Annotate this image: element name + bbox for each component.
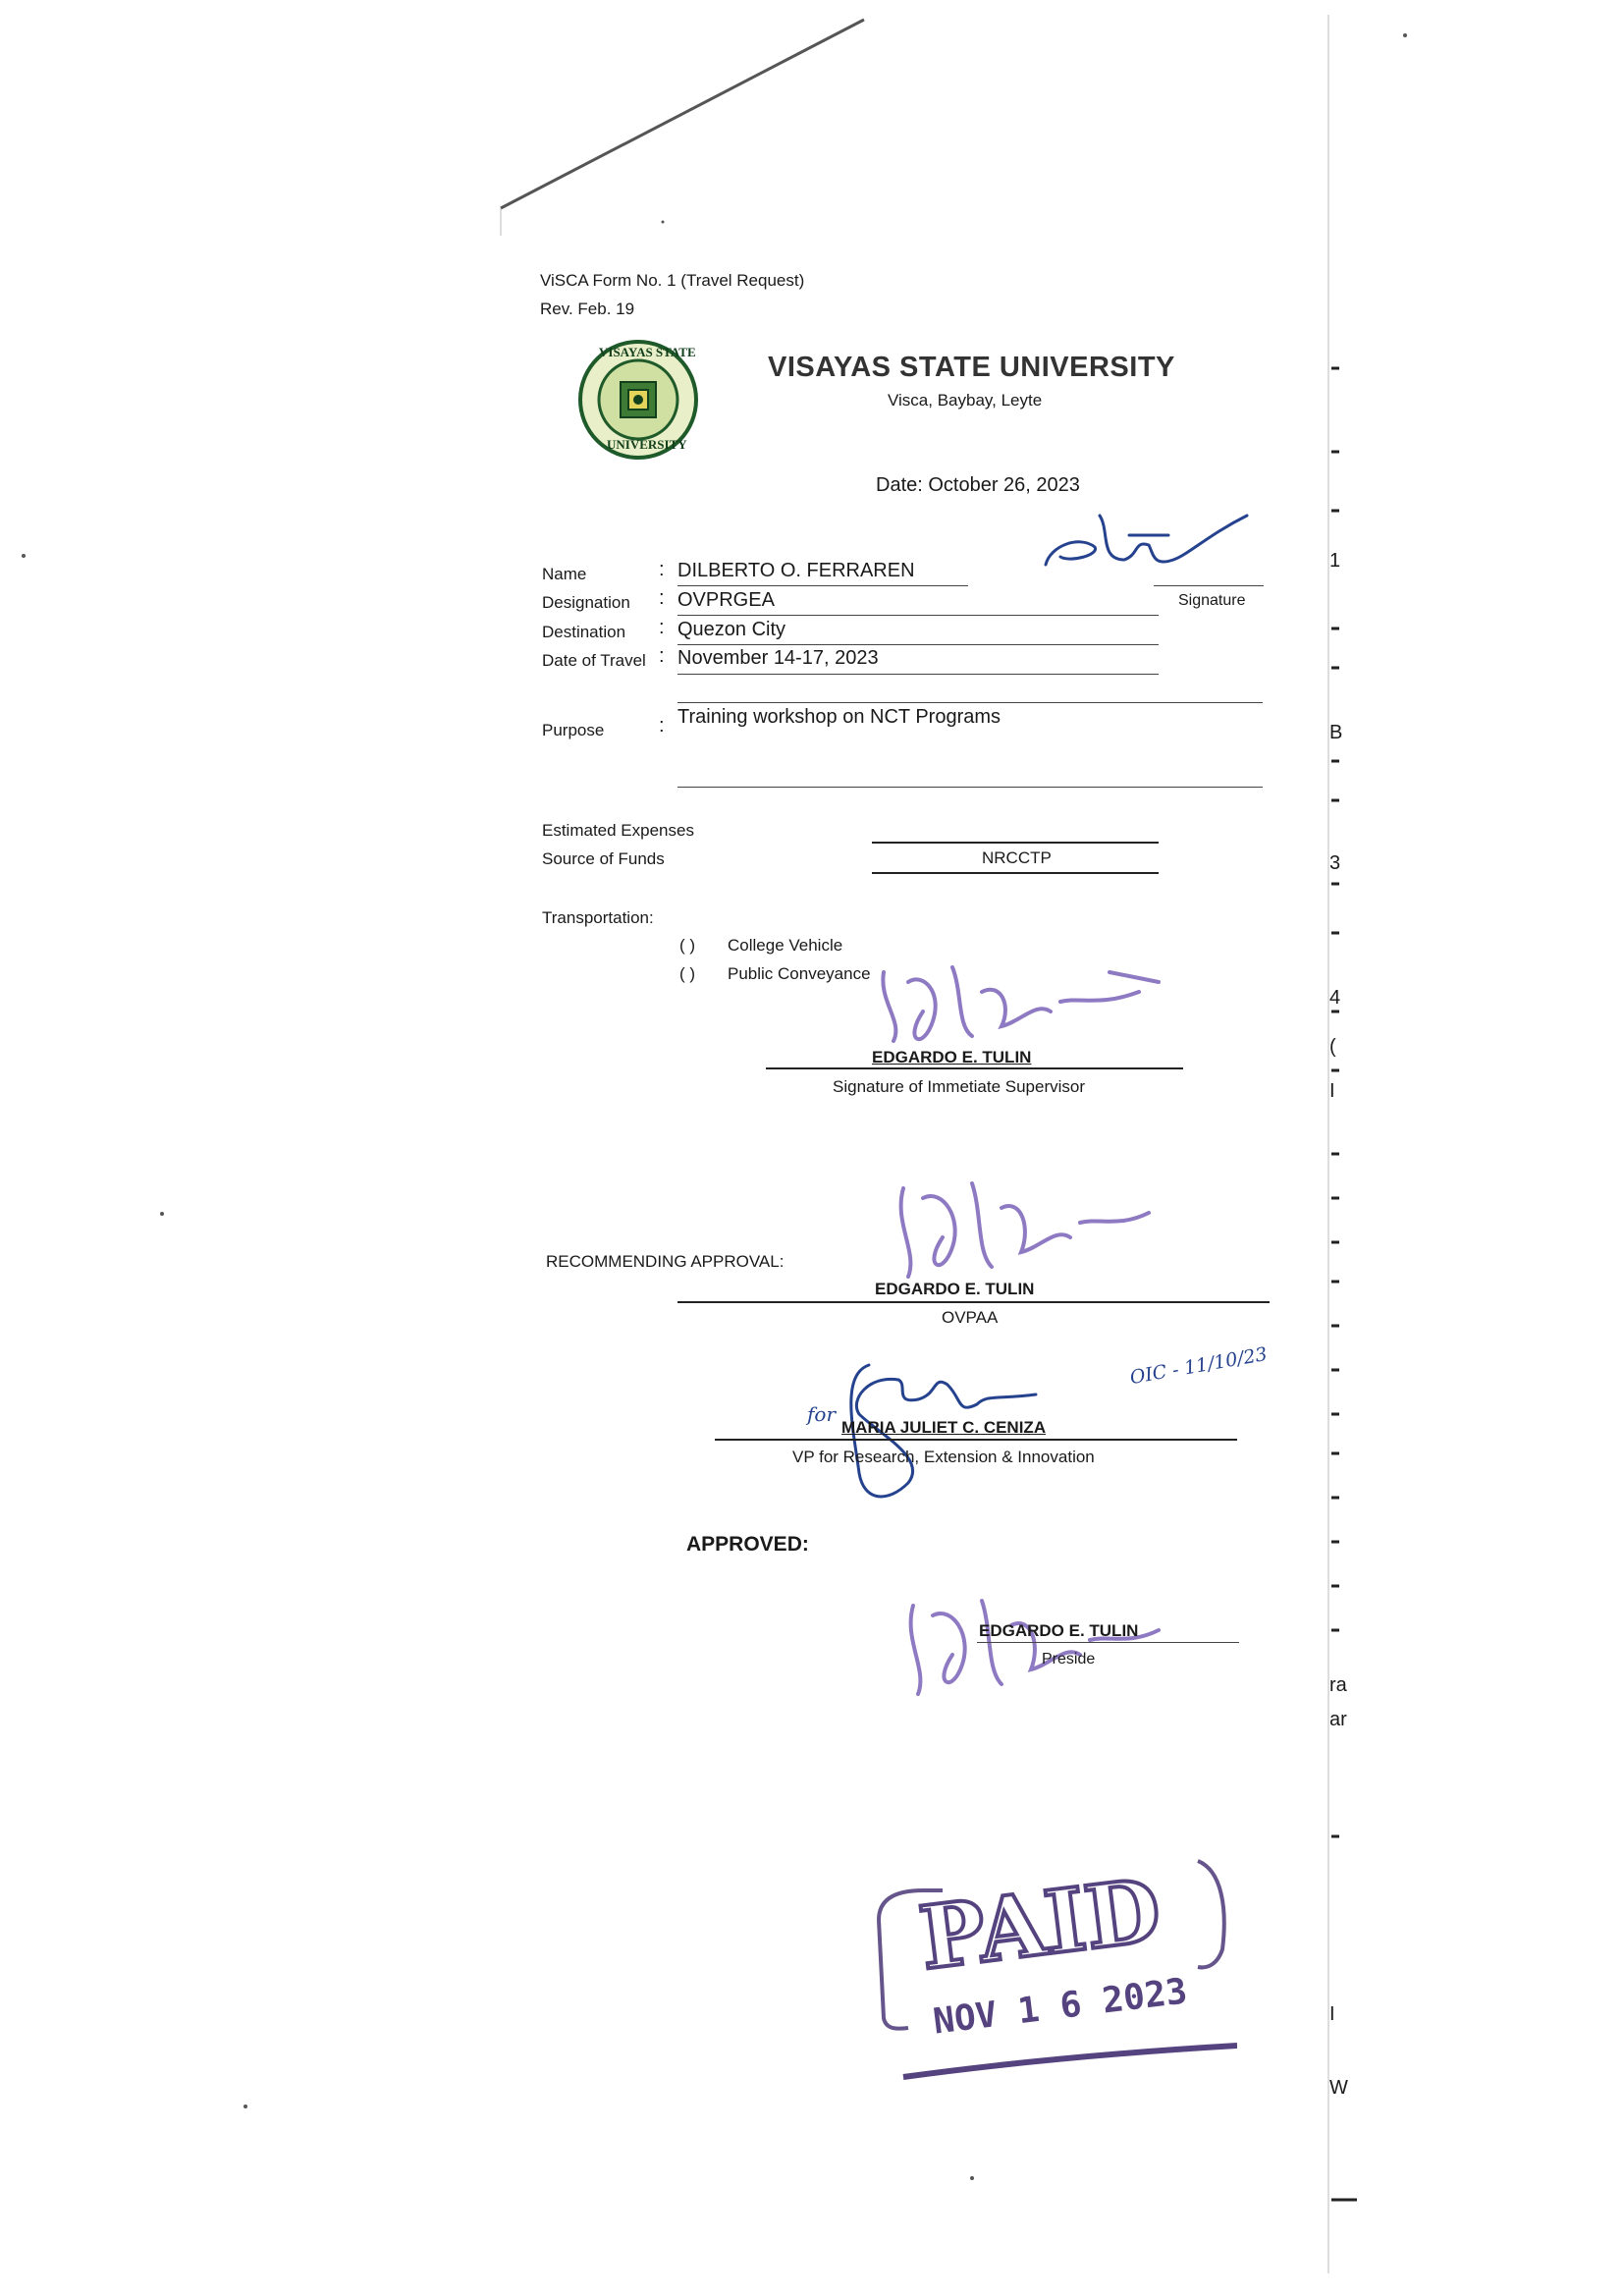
transport-option-label: Public Conveyance <box>728 964 871 983</box>
travel-date-value: November 14-17, 2023 <box>677 647 879 669</box>
edge-mark: B <box>1329 722 1343 743</box>
purpose-value: Training workshop on NCT Programs <box>677 706 1001 728</box>
edge-mark: W <box>1329 2077 1348 2099</box>
edge-mark: ra <box>1329 1674 1347 1696</box>
expenses-label: Estimated Expenses <box>542 821 694 840</box>
edge-mark: I <box>1329 2003 1335 2025</box>
transportation-label: Transportation: <box>542 908 654 927</box>
travel-date-label: Date of Travel <box>542 651 646 670</box>
edge-mark: I <box>1329 1080 1335 1102</box>
transport-option-label: College Vehicle <box>728 936 843 955</box>
recommending-label: RECOMMENDING APPROVAL: <box>546 1252 785 1271</box>
travel-date-colon: : <box>659 645 665 667</box>
approved-label: APPROVED: <box>686 1533 809 1556</box>
university-name: VISAYAS STATE UNIVERSITY <box>768 352 1175 383</box>
designation-label: Designation <box>542 593 630 612</box>
form-number: ViSCA Form No. 1 (Travel Request) <box>540 271 805 290</box>
funds-label: Source of Funds <box>542 849 665 868</box>
president-name: EDGARDO E. TULIN <box>979 1621 1139 1640</box>
handwritten-for: for <box>807 1402 837 1426</box>
destination-value: Quezon City <box>677 619 786 640</box>
funds-value: NRCCTP <box>982 848 1052 867</box>
name-label: Name <box>542 565 587 583</box>
form-revision: Rev. Feb. 19 <box>540 300 635 318</box>
recommending-title-2: VP for Research, Extension & Innovation <box>792 1448 1095 1466</box>
seal-text-top: VISAYAS STATE <box>599 345 696 359</box>
handwritten-oic-note: OIC - 11/10/23 <box>1128 1342 1270 1390</box>
transport-checkbox: ( ) <box>679 964 696 983</box>
designation-colon: : <box>659 587 665 609</box>
transport-checkbox: ( ) <box>679 936 696 955</box>
supervisor-title: Signature of Immetiate Supervisor <box>833 1077 1086 1096</box>
president-title: Preside <box>1042 1651 1096 1667</box>
edge-mark: 4 <box>1329 987 1341 1009</box>
edge-mark: 1 <box>1329 550 1341 572</box>
destination-colon: : <box>659 617 665 638</box>
signature-label: Signature <box>1178 592 1246 609</box>
purpose-colon: : <box>659 715 665 737</box>
paid-stamp-word: PAID <box>914 1858 1166 1990</box>
recommending-title-1: OVPAA <box>942 1308 999 1327</box>
university-address: Visca, Baybay, Leyte <box>888 391 1043 410</box>
purpose-label: Purpose <box>542 721 605 739</box>
name-colon: : <box>659 559 665 580</box>
edge-mark: ar <box>1329 1709 1347 1730</box>
destination-label: Destination <box>542 623 626 641</box>
seal-text-bottom: UNIVERSITY <box>607 437 687 452</box>
supervisor-name: EDGARDO E. TULIN <box>872 1048 1032 1066</box>
recommending-name-1: EDGARDO E. TULIN <box>875 1280 1035 1298</box>
edge-mark: 3 <box>1329 852 1341 874</box>
request-date: Date: October 26, 2023 <box>876 474 1080 496</box>
edge-mark: ( <box>1329 1036 1336 1058</box>
designation-value: OVPRGEA <box>677 589 775 611</box>
name-value: DILBERTO O. FERRAREN <box>677 560 915 581</box>
paid-stamp-date: NOV 1 6 2023 <box>931 1971 1190 2043</box>
recommending-name-2: MARIA JULIET C. CENIZA <box>841 1418 1047 1437</box>
